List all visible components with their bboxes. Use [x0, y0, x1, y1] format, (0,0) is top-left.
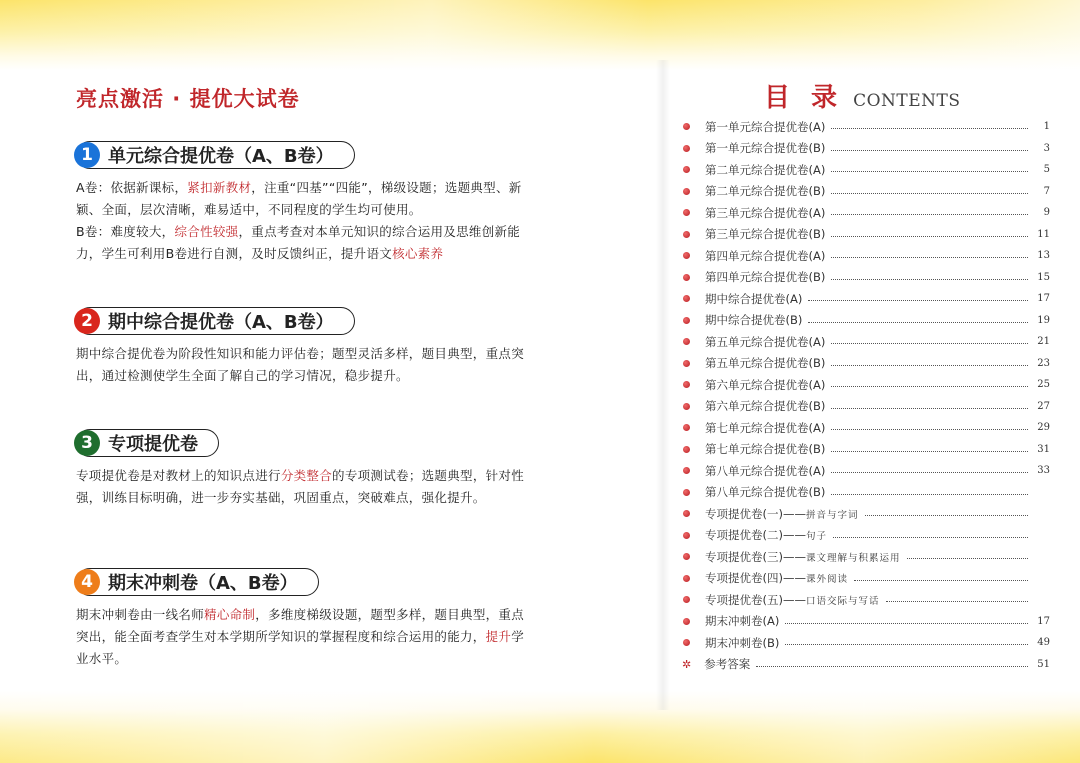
toc-item-page: 29 [1037, 422, 1050, 434]
toc-item-page: 27 [1037, 400, 1050, 412]
bullet-icon [683, 618, 690, 625]
highlight-text: 精心命制 [204, 607, 256, 622]
toc-item-label: 专项提优卷(一)—— [705, 506, 806, 521]
bullet-icon [683, 639, 690, 646]
toc-item[interactable] [680, 439, 1050, 461]
toc-item[interactable] [680, 331, 1050, 353]
section-2-description [76, 343, 526, 387]
toc-item[interactable] [680, 654, 1050, 676]
toc-item-label: 第六单元综合提优卷(A) [705, 377, 826, 392]
toc-item-label: 参考答案 [704, 657, 751, 672]
bullet-icon [683, 489, 690, 496]
toc-item-sublabel: 句子 [805, 531, 827, 543]
toc-item-label: 第五单元综合提优卷(B) [705, 356, 826, 371]
toc-leader-dots [831, 271, 1028, 280]
toc-item-page: 21 [1037, 336, 1050, 348]
toc-item[interactable] [680, 460, 1050, 482]
toc-item-page: 9 [1043, 207, 1050, 219]
section-1-label: 单元综合提优卷（A、B卷） [108, 146, 334, 167]
bullet-icon [683, 252, 690, 259]
top-decor-band [0, 0, 1080, 70]
toc-item[interactable] [680, 353, 1050, 375]
toc-item[interactable] [680, 589, 1050, 611]
section-4 [76, 568, 526, 670]
book-spine [656, 60, 670, 710]
toc-item-label: 专项提优卷(四)—— [705, 571, 806, 586]
bottom-decor-band [0, 691, 1080, 763]
toc-title: 目 录 [764, 83, 844, 113]
bullet-icon [683, 274, 690, 281]
section-3-para: 专项提优卷是对教材上的知识点进行分类整合的专项测试卷；选题典型，针对性强，训练目标明确，进一步夯实基础，巩固重点，突破难点，强化提升。 [76, 468, 525, 505]
bullet-icon [683, 467, 690, 474]
toc-subtitle: CONTENTS [853, 91, 961, 111]
toc-item[interactable] [680, 202, 1050, 224]
section-3-label: 专项提优卷 [108, 434, 198, 455]
section-2-label: 期中综合提优卷（A、B卷） [108, 312, 334, 333]
bullet-icon [683, 360, 690, 367]
section-4-number-badge: 4 [74, 569, 100, 595]
section-3-number-badge: 3 [74, 430, 100, 456]
toc-leader-dots [831, 185, 1028, 194]
toc-item-label: 专项提优卷(五)—— [705, 592, 806, 607]
highlight-text: 综合性较强 [174, 224, 239, 239]
toc-leader-dots [831, 249, 1028, 258]
toc-item-page: 49 [1037, 637, 1050, 649]
toc-item-page: 5 [1043, 164, 1050, 176]
toc-item[interactable] [680, 310, 1050, 332]
toc-item[interactable] [680, 116, 1050, 138]
toc-item-label: 期中综合提优卷(B) [705, 313, 803, 328]
toc-item[interactable] [680, 267, 1050, 289]
bullet-icon [683, 532, 690, 539]
toc-leader-dots [785, 615, 1028, 624]
toc-item[interactable] [680, 181, 1050, 203]
toc-item-label: 期末冲刺卷(B) [705, 635, 780, 650]
toc-item[interactable] [680, 611, 1050, 633]
section-2-para: 期中综合提优卷为阶段性知识和能力评估卷；题型灵活多样，题目典型，重点突出，通过检测使学生全面了解自己的学习情况，稳步提升。 [76, 346, 525, 383]
bullet-icon [683, 338, 690, 345]
toc-item[interactable] [680, 288, 1050, 310]
toc-item[interactable] [680, 138, 1050, 160]
highlight-text: 提升 [485, 629, 512, 644]
toc-item-page: 31 [1037, 443, 1050, 455]
toc-list [680, 116, 1050, 675]
toc-leader-dots [831, 163, 1028, 172]
toc-leader-dots [831, 335, 1028, 344]
section-2 [76, 307, 526, 387]
section-1-description [76, 177, 526, 265]
bullet-icon [683, 188, 690, 195]
toc-item-label: 第五单元综合提优卷(A) [705, 334, 826, 349]
toc-leader-dots [854, 572, 1028, 581]
toc-leader-dots [808, 292, 1028, 301]
toc-item[interactable] [680, 525, 1050, 547]
toc-item-label: 第二单元综合提优卷(A) [705, 162, 826, 177]
bullet-icon [683, 510, 690, 517]
toc-leader-dots [756, 658, 1028, 667]
toc-item[interactable] [680, 503, 1050, 525]
section-2-number-badge: 2 [74, 308, 100, 334]
toc-item[interactable] [680, 224, 1050, 246]
toc-item-page: 3 [1043, 142, 1050, 154]
bullet-icon [683, 145, 690, 152]
toc-item-label: 第四单元综合提优卷(B) [705, 270, 826, 285]
toc-item-page: 15 [1037, 271, 1050, 283]
toc-leader-dots [831, 486, 1028, 495]
section-3-heading [76, 429, 219, 457]
toc-item-sublabel: 口语交际与写话 [805, 595, 880, 607]
toc-item[interactable] [680, 482, 1050, 504]
toc-leader-dots [831, 142, 1028, 151]
toc-item-page: 17 [1037, 615, 1050, 627]
toc-item-sublabel: 拼音与字词 [805, 509, 859, 521]
highlight-text: 核心素养 [392, 246, 444, 261]
toc-item-page: 11 [1037, 228, 1050, 240]
toc-leader-dots [831, 378, 1028, 387]
highlight-text: 分类整合 [280, 468, 333, 483]
left-page-title: 亮点激活 · 提优大试卷 [76, 87, 300, 111]
toc-item-page: 51 [1037, 658, 1050, 670]
bullet-icon [683, 575, 690, 582]
toc-leader-dots [831, 443, 1028, 452]
toc-leader-dots [831, 421, 1028, 430]
bullet-icon [683, 209, 690, 216]
bullet-icon [683, 295, 690, 302]
toc-leader-dots [833, 529, 1028, 538]
section-3-description [76, 465, 526, 509]
toc-item[interactable] [680, 546, 1050, 568]
section-4-description [76, 604, 526, 670]
toc-item-label: 期中综合提优卷(A) [705, 291, 803, 306]
section-1-heading [76, 141, 355, 169]
toc-item-page: 7 [1043, 185, 1050, 197]
section-1-number-badge: 1 [74, 142, 100, 168]
bullet-icon [683, 166, 690, 173]
toc-item-label: 期末冲刺卷(A) [705, 614, 780, 629]
toc-item[interactable] [680, 396, 1050, 418]
toc-item-page: 19 [1037, 314, 1050, 326]
section-1-para-b: B卷：难度较大，综合性较强，重点考查对本单元知识的综合运用及思维创新能力，学生可利用B卷进行自测，及时反馈纠正，提升语文核心素养 [76, 224, 521, 261]
toc-leader-dots [831, 120, 1028, 129]
toc-leader-dots [831, 357, 1028, 366]
toc-item-sublabel: 课文理解与积累运用 [805, 552, 901, 564]
toc-item[interactable] [680, 568, 1050, 590]
bullet-icon [683, 123, 690, 130]
toc-item[interactable] [680, 374, 1050, 396]
toc-item-label: 第三单元综合提优卷(A) [705, 205, 826, 220]
toc-heading [764, 77, 961, 114]
toc-item[interactable] [680, 417, 1050, 439]
bullet-icon [683, 231, 690, 238]
toc-item-label: 专项提优卷(三)—— [705, 549, 806, 564]
toc-item[interactable] [680, 159, 1050, 181]
highlight-text: 紧扣新教材 [187, 180, 252, 195]
toc-leader-dots [886, 593, 1029, 602]
toc-item-label: 第八单元综合提优卷(A) [705, 463, 826, 478]
toc-leader-dots [865, 507, 1029, 516]
bullet-icon [683, 317, 690, 324]
bullet-icon [683, 403, 690, 410]
toc-leader-dots [831, 400, 1028, 409]
toc-item-label: 第八单元综合提优卷(B) [705, 485, 826, 500]
toc-item-page: 1 [1043, 121, 1050, 133]
section-4-heading [76, 568, 319, 596]
section-3 [76, 429, 526, 509]
toc-item-page: 25 [1037, 379, 1050, 391]
star-bullet-icon: ✲ [682, 657, 692, 671]
toc-leader-dots [831, 464, 1028, 473]
toc-item-page: 23 [1037, 357, 1050, 369]
toc-item-label: 第二单元综合提优卷(B) [705, 184, 826, 199]
toc-item-label: 第七单元综合提优卷(B) [705, 442, 826, 457]
toc-item-page: 13 [1037, 250, 1050, 262]
bullet-icon [683, 596, 690, 603]
section-4-label: 期末冲刺卷（A、B卷） [108, 573, 298, 594]
toc-leader-dots [907, 550, 1029, 559]
toc-item-sublabel: 课外阅读 [805, 574, 848, 586]
bullet-icon [683, 424, 690, 431]
toc-item[interactable] [680, 632, 1050, 654]
toc-leader-dots [831, 206, 1028, 215]
toc-item-label: 第三单元综合提优卷(B) [705, 227, 826, 242]
section-1 [76, 141, 526, 265]
toc-item-page: 17 [1037, 293, 1050, 305]
toc-item-label: 第一单元综合提优卷(B) [705, 141, 826, 156]
bullet-icon [683, 381, 690, 388]
section-4-para: 期末冲刺卷由一线名师精心命制，多维度梯级设题，题型多样，题目典型，重点突出，能全面考查学生对本学期所学知识的掌握程度和综合运用的能力，提升学业水平。 [76, 607, 525, 666]
toc-item-label: 第七单元综合提优卷(A) [705, 420, 826, 435]
toc-item-label: 第一单元综合提优卷(A) [705, 119, 826, 134]
toc-item-page: 33 [1037, 465, 1050, 477]
bullet-icon [683, 553, 690, 560]
toc-item-label: 第六单元综合提优卷(B) [705, 399, 826, 414]
toc-item-label: 专项提优卷(二)—— [705, 528, 806, 543]
toc-item-label: 第四单元综合提优卷(A) [705, 248, 826, 263]
section-1-para-a: A卷：依据新课标，紧扣新教材，注重“四基”“四能”，梯级设题；选题典型、新颖、全面，层次清晰，难易适中，不同程度的学生均可使用。 [76, 180, 522, 217]
toc-leader-dots [831, 228, 1028, 237]
bullet-icon [683, 446, 690, 453]
section-2-heading [76, 307, 355, 335]
toc-item[interactable] [680, 245, 1050, 267]
toc-leader-dots [785, 636, 1028, 645]
toc-leader-dots [808, 314, 1028, 323]
